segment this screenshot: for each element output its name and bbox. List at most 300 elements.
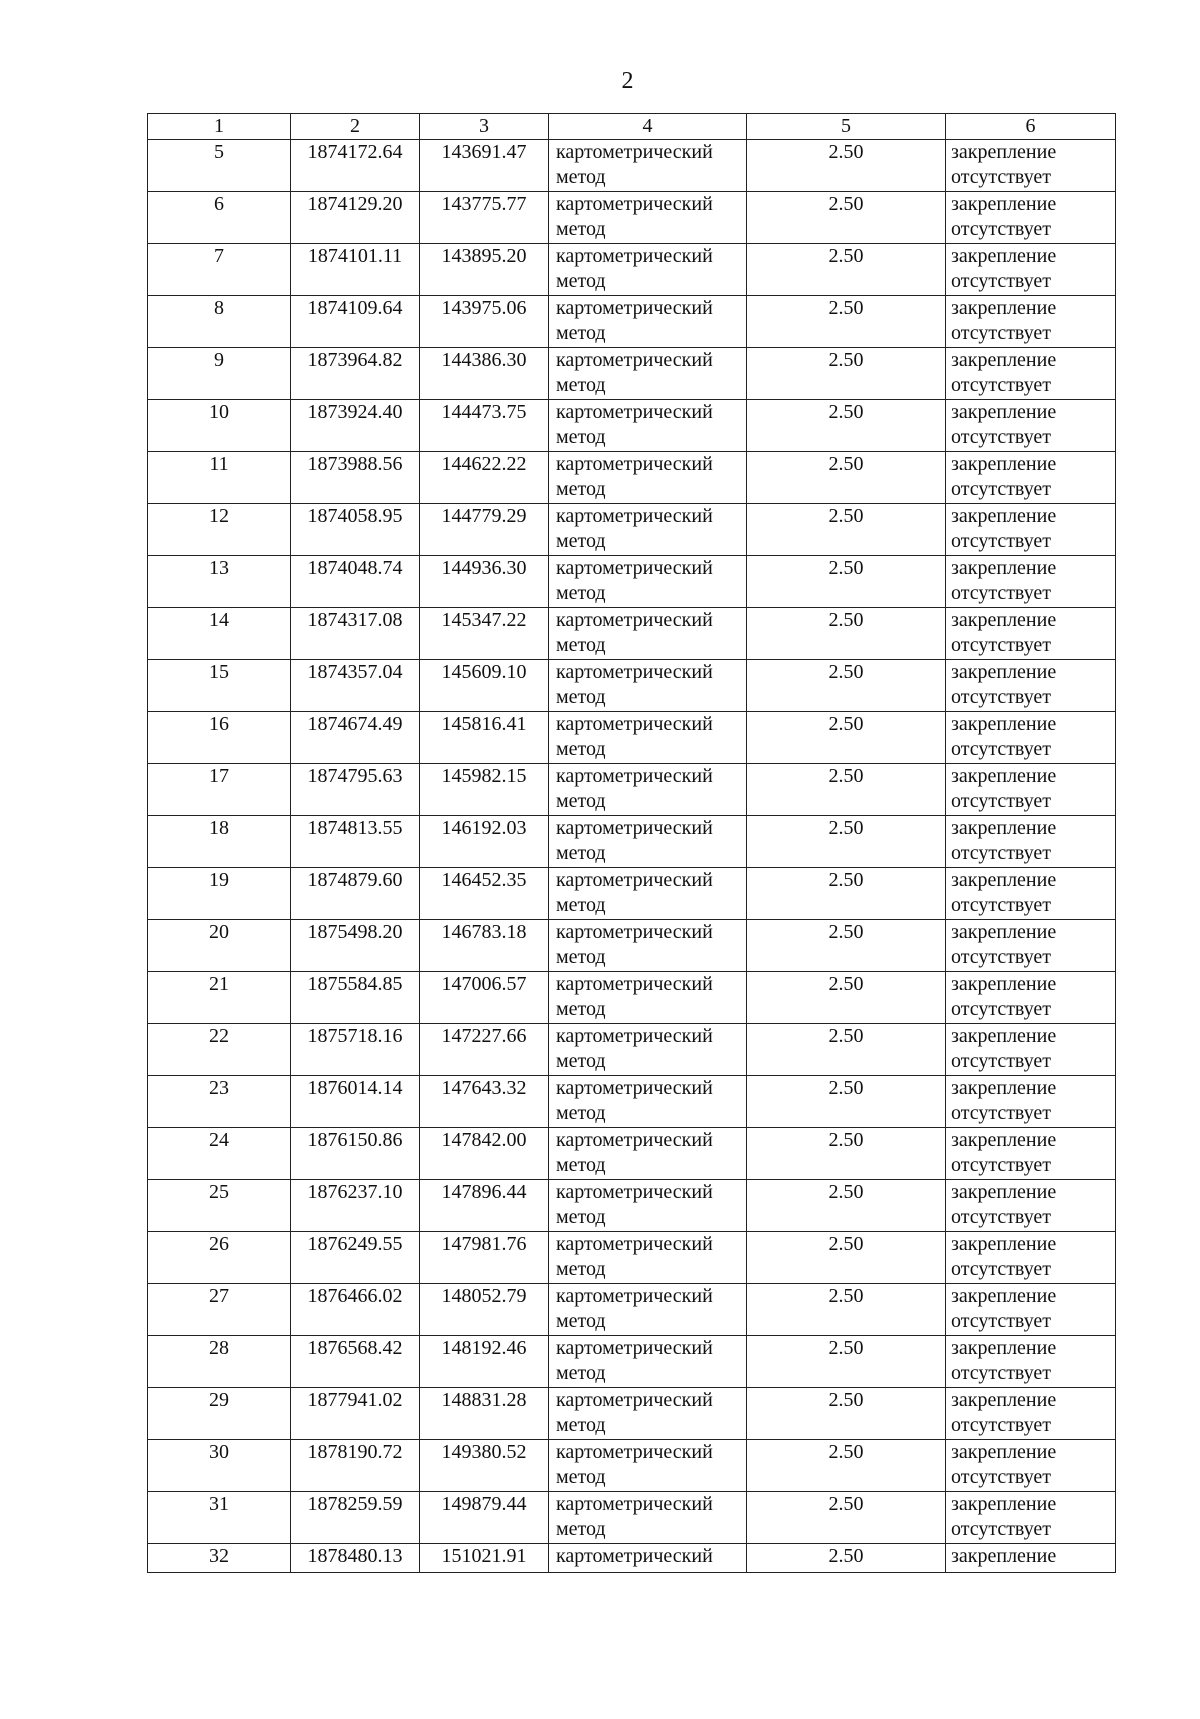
table-row [148, 868, 1116, 920]
header-col-3: 3 [420, 114, 549, 140]
fixation-cell [946, 244, 1116, 296]
point-number-cell [148, 764, 291, 816]
accuracy-cell [747, 712, 946, 764]
point-number-cell [148, 972, 291, 1024]
method-cell [549, 192, 747, 244]
method-cell [549, 972, 747, 1024]
accuracy-text: 2.50 [828, 245, 864, 267]
y-coordinate-text: 147981.76 [441, 1233, 527, 1255]
x-coordinate-cell [291, 1492, 420, 1544]
method-text: метод [556, 1206, 606, 1228]
y-coordinate-text: 143691.47 [441, 141, 527, 163]
x-coordinate-text: 1875584.85 [307, 973, 403, 995]
method-cell [549, 1128, 747, 1180]
fixation-cell [946, 1440, 1116, 1492]
y-coordinate-cell [420, 556, 549, 608]
x-coordinate-text: 1873924.40 [307, 401, 403, 423]
point-number-cell [148, 608, 291, 660]
y-coordinate-cell [420, 1336, 549, 1388]
fixation-cell [946, 1336, 1116, 1388]
y-coordinate-text: 144386.30 [441, 349, 527, 371]
fixation-cell [946, 1284, 1116, 1336]
table-row [148, 1076, 1116, 1128]
fixation-cell [946, 1232, 1116, 1284]
fixation-text: закрепление [951, 349, 1057, 371]
point-number-text: 10 [209, 401, 229, 423]
method-text: метод [556, 634, 606, 656]
method-text: метод [556, 166, 606, 188]
fixation-text: закрепление [951, 245, 1057, 267]
point-number-cell [148, 712, 291, 764]
y-coordinate-text: 147227.66 [441, 1025, 527, 1047]
accuracy-text: 2.50 [828, 1337, 864, 1359]
y-coordinate-cell [420, 868, 549, 920]
y-coordinate-text: 147643.32 [441, 1077, 527, 1099]
method-cell [549, 712, 747, 764]
point-number-text: 17 [209, 765, 229, 787]
table-row [148, 1232, 1116, 1284]
header-col-5: 5 [747, 114, 946, 140]
method-cell [549, 1492, 747, 1544]
fixation-text: отсутствует [951, 1362, 1052, 1384]
fixation-text: закрепление [951, 869, 1057, 891]
y-coordinate-text: 144936.30 [441, 557, 527, 579]
accuracy-text: 2.50 [828, 1233, 864, 1255]
y-coordinate-cell [420, 504, 549, 556]
accuracy-text: 2.50 [828, 1441, 864, 1463]
fixation-text: отсутствует [951, 166, 1052, 188]
point-number-cell [148, 1284, 291, 1336]
y-coordinate-cell [420, 296, 549, 348]
x-coordinate-text: 1873988.56 [307, 453, 403, 475]
y-coordinate-cell [420, 608, 549, 660]
method-cell [549, 556, 747, 608]
y-coordinate-text: 146783.18 [441, 921, 527, 943]
method-cell [549, 1440, 747, 1492]
fixation-cell [946, 504, 1116, 556]
fixation-text: отсутствует [951, 1206, 1052, 1228]
y-coordinate-cell [420, 244, 549, 296]
fixation-text: закрепление [951, 1077, 1057, 1099]
header-col-2: 2 [291, 114, 420, 140]
accuracy-cell [747, 1492, 946, 1544]
accuracy-text: 2.50 [828, 1129, 864, 1151]
point-number-text: 26 [209, 1233, 229, 1255]
accuracy-text: 2.50 [828, 297, 864, 319]
accuracy-text: 2.50 [828, 921, 864, 943]
accuracy-cell [747, 556, 946, 608]
y-coordinate-cell [420, 1492, 549, 1544]
point-number-text: 5 [214, 141, 224, 163]
point-number-cell [148, 1232, 291, 1284]
point-number-cell [148, 296, 291, 348]
accuracy-cell [747, 192, 946, 244]
x-coordinate-text: 1874048.74 [307, 557, 403, 579]
method-text: картометрический [556, 193, 713, 215]
point-number-cell [148, 920, 291, 972]
method-cell [549, 1388, 747, 1440]
x-coordinate-text: 1878259.59 [307, 1493, 403, 1515]
x-coordinate-text: 1874129.20 [307, 193, 403, 215]
table-body [148, 140, 1116, 1573]
y-coordinate-text: 148831.28 [441, 1389, 527, 1411]
point-number-cell [148, 192, 291, 244]
method-text: метод [556, 686, 606, 708]
y-coordinate-text: 145347.22 [441, 609, 527, 631]
y-coordinate-text: 145609.10 [441, 661, 527, 683]
y-coordinate-text: 148052.79 [441, 1285, 527, 1307]
fixation-text: закрепление [951, 505, 1057, 527]
x-coordinate-cell [291, 972, 420, 1024]
fixation-text: отсутствует [951, 738, 1052, 760]
point-number-cell [148, 452, 291, 504]
method-cell [549, 816, 747, 868]
point-number-text: 15 [209, 661, 229, 683]
method-text: метод [556, 426, 606, 448]
accuracy-cell [747, 1440, 946, 1492]
x-coordinate-cell [291, 1284, 420, 1336]
accuracy-cell [747, 1336, 946, 1388]
y-coordinate-text: 144779.29 [441, 505, 527, 527]
method-text: метод [556, 374, 606, 396]
fixation-text: отсутствует [951, 790, 1052, 812]
table-row [148, 712, 1116, 764]
accuracy-cell [747, 1024, 946, 1076]
table-row [148, 400, 1116, 452]
fixation-text: закрепление [951, 1129, 1057, 1151]
point-number-text: 14 [209, 609, 229, 631]
method-text: метод [556, 530, 606, 552]
x-coordinate-text: 1874172.64 [307, 141, 403, 163]
y-coordinate-cell [420, 1128, 549, 1180]
method-cell [549, 244, 747, 296]
accuracy-text: 2.50 [828, 349, 864, 371]
method-text: картометрический [556, 817, 713, 839]
method-text: метод [556, 842, 606, 864]
y-coordinate-cell [420, 348, 549, 400]
fixation-cell [946, 1076, 1116, 1128]
y-coordinate-cell [420, 1284, 549, 1336]
fixation-cell [946, 972, 1116, 1024]
x-coordinate-cell [291, 1128, 420, 1180]
fixation-text: отсутствует [951, 1258, 1052, 1280]
x-coordinate-cell [291, 1388, 420, 1440]
method-text: картометрический [556, 1233, 713, 1255]
fixation-text: отсутствует [951, 1466, 1052, 1488]
y-coordinate-text: 144622.22 [441, 453, 527, 475]
x-coordinate-text: 1878190.72 [307, 1441, 403, 1463]
y-coordinate-cell [420, 1544, 549, 1573]
x-coordinate-text: 1874109.64 [307, 297, 403, 319]
y-coordinate-cell [420, 972, 549, 1024]
y-coordinate-cell [420, 920, 549, 972]
x-coordinate-text: 1876568.42 [307, 1337, 403, 1359]
x-coordinate-text: 1874795.63 [307, 765, 403, 787]
x-coordinate-text: 1875718.16 [307, 1025, 403, 1047]
accuracy-cell [747, 660, 946, 712]
fixation-cell [946, 608, 1116, 660]
point-number-cell [148, 556, 291, 608]
method-cell [549, 660, 747, 712]
point-number-text: 23 [209, 1077, 229, 1099]
x-coordinate-cell [291, 140, 420, 192]
accuracy-cell [747, 400, 946, 452]
accuracy-cell [747, 452, 946, 504]
x-coordinate-cell [291, 816, 420, 868]
accuracy-text: 2.50 [828, 1077, 864, 1099]
x-coordinate-text: 1874058.95 [307, 505, 403, 527]
fixation-text: закрепление [951, 1389, 1057, 1411]
point-number-cell [148, 1128, 291, 1180]
point-number-text: 9 [214, 349, 224, 371]
accuracy-cell [747, 244, 946, 296]
table-row [148, 1024, 1116, 1076]
y-coordinate-text: 145982.15 [441, 765, 527, 787]
accuracy-text: 2.50 [828, 505, 864, 527]
y-coordinate-cell [420, 1024, 549, 1076]
coordinates-table [147, 113, 1116, 1573]
accuracy-cell [747, 816, 946, 868]
method-cell [549, 764, 747, 816]
method-text: картометрический [556, 1493, 713, 1515]
point-number-text: 12 [209, 505, 229, 527]
point-number-text: 7 [214, 245, 224, 267]
accuracy-cell [747, 1544, 946, 1573]
method-text: картометрический [556, 1285, 713, 1307]
x-coordinate-cell [291, 452, 420, 504]
fixation-text: отсутствует [951, 582, 1052, 604]
fixation-text: отсутствует [951, 1102, 1052, 1124]
x-coordinate-cell [291, 1336, 420, 1388]
method-text: метод [556, 1414, 606, 1436]
fixation-cell [946, 400, 1116, 452]
fixation-cell [946, 712, 1116, 764]
method-text: картометрический [556, 557, 713, 579]
point-number-cell [148, 1440, 291, 1492]
table-row [148, 192, 1116, 244]
accuracy-text: 2.50 [828, 1181, 864, 1203]
method-text: метод [556, 1518, 606, 1540]
point-number-text: 18 [209, 817, 229, 839]
table-row [148, 1544, 1116, 1573]
fixation-text: закрепление [951, 1545, 1057, 1567]
x-coordinate-text: 1878480.13 [307, 1545, 403, 1567]
fixation-text: закрепление [951, 1337, 1057, 1359]
x-coordinate-text: 1873964.82 [307, 349, 403, 371]
y-coordinate-text: 143975.06 [441, 297, 527, 319]
method-cell [549, 1232, 747, 1284]
fixation-cell [946, 1024, 1116, 1076]
fixation-text: закрепление [951, 713, 1057, 735]
accuracy-text: 2.50 [828, 1025, 864, 1047]
accuracy-cell [747, 1284, 946, 1336]
fixation-text: закрепление [951, 661, 1057, 683]
fixation-cell [946, 140, 1116, 192]
accuracy-text: 2.50 [828, 1285, 864, 1307]
point-number-text: 31 [209, 1493, 229, 1515]
method-text: картометрический [556, 1545, 713, 1567]
fixation-cell [946, 556, 1116, 608]
accuracy-text: 2.50 [828, 713, 864, 735]
fixation-text: отсутствует [951, 894, 1052, 916]
method-cell [549, 920, 747, 972]
x-coordinate-cell [291, 1544, 420, 1573]
fixation-text: закрепление [951, 973, 1057, 995]
method-text: картометрический [556, 1077, 713, 1099]
header-col-6: 6 [946, 114, 1116, 140]
x-coordinate-cell [291, 920, 420, 972]
point-number-cell [148, 140, 291, 192]
point-number-text: 21 [209, 973, 229, 995]
accuracy-text: 2.50 [828, 193, 864, 215]
fixation-text: отсутствует [951, 322, 1052, 344]
table-row [148, 556, 1116, 608]
y-coordinate-cell [420, 400, 549, 452]
table-row [148, 972, 1116, 1024]
method-cell [549, 1544, 747, 1573]
fixation-cell [946, 660, 1116, 712]
point-number-text: 27 [209, 1285, 229, 1307]
accuracy-cell [747, 972, 946, 1024]
point-number-cell [148, 400, 291, 452]
fixation-text: закрепление [951, 297, 1057, 319]
x-coordinate-cell [291, 1076, 420, 1128]
point-number-cell [148, 1076, 291, 1128]
fixation-cell [946, 296, 1116, 348]
point-number-text: 20 [209, 921, 229, 943]
accuracy-cell [747, 764, 946, 816]
fixation-text: закрепление [951, 557, 1057, 579]
point-number-text: 22 [209, 1025, 229, 1047]
fixation-text: закрепление [951, 817, 1057, 839]
method-text: метод [556, 1154, 606, 1176]
accuracy-text: 2.50 [828, 609, 864, 631]
method-cell [549, 1024, 747, 1076]
fixation-text: отсутствует [951, 686, 1052, 708]
method-text: картометрический [556, 245, 713, 267]
y-coordinate-cell [420, 1388, 549, 1440]
method-text: метод [556, 790, 606, 812]
fixation-text: закрепление [951, 141, 1057, 163]
y-coordinate-cell [420, 1180, 549, 1232]
y-coordinate-text: 146192.03 [441, 817, 527, 839]
y-coordinate-cell [420, 764, 549, 816]
x-coordinate-text: 1874813.55 [307, 817, 403, 839]
table-row [148, 660, 1116, 712]
accuracy-cell [747, 296, 946, 348]
fixation-text: отсутствует [951, 1310, 1052, 1332]
method-cell [549, 1336, 747, 1388]
table-header [148, 114, 1116, 140]
method-cell [549, 608, 747, 660]
fixation-text: закрепление [951, 765, 1057, 787]
method-text: метод [556, 946, 606, 968]
fixation-cell [946, 816, 1116, 868]
header-col-1: 1 [148, 114, 291, 140]
point-number-text: 24 [209, 1129, 229, 1151]
x-coordinate-cell [291, 1232, 420, 1284]
fixation-cell [946, 192, 1116, 244]
x-coordinate-text: 1876150.86 [307, 1129, 403, 1151]
accuracy-cell [747, 608, 946, 660]
fixation-text: отсутствует [951, 478, 1052, 500]
accuracy-text: 2.50 [828, 973, 864, 995]
method-cell [549, 1180, 747, 1232]
fixation-text: отсутствует [951, 270, 1052, 292]
method-text: картометрический [556, 1389, 713, 1411]
x-coordinate-text: 1876237.10 [307, 1181, 403, 1203]
method-text: метод [556, 1466, 606, 1488]
point-number-cell [148, 244, 291, 296]
x-coordinate-text: 1874357.04 [307, 661, 403, 683]
y-coordinate-text: 143895.20 [441, 245, 527, 267]
x-coordinate-cell [291, 400, 420, 452]
point-number-cell [148, 1492, 291, 1544]
point-number-text: 16 [209, 713, 229, 735]
point-number-text: 19 [209, 869, 229, 891]
table-row [148, 764, 1116, 816]
method-text: картометрический [556, 1025, 713, 1047]
method-text: картометрический [556, 297, 713, 319]
fixation-text: отсутствует [951, 1050, 1052, 1072]
method-text: метод [556, 1310, 606, 1332]
table-row [148, 1284, 1116, 1336]
accuracy-cell [747, 504, 946, 556]
method-text: метод [556, 738, 606, 760]
point-number-cell [148, 504, 291, 556]
method-text: метод [556, 582, 606, 604]
point-number-text: 8 [214, 297, 224, 319]
y-coordinate-cell [420, 1440, 549, 1492]
x-coordinate-text: 1874317.08 [307, 609, 403, 631]
x-coordinate-text: 1874674.49 [307, 713, 403, 735]
x-coordinate-cell [291, 1440, 420, 1492]
method-text: метод [556, 322, 606, 344]
method-text: картометрический [556, 921, 713, 943]
fixation-text: закрепление [951, 921, 1057, 943]
accuracy-text: 2.50 [828, 557, 864, 579]
x-coordinate-cell [291, 556, 420, 608]
method-text: метод [556, 478, 606, 500]
y-coordinate-cell [420, 660, 549, 712]
y-coordinate-text: 149380.52 [441, 1441, 527, 1463]
table-row [148, 1336, 1116, 1388]
method-text: метод [556, 218, 606, 240]
table-row [148, 1388, 1116, 1440]
accuracy-text: 2.50 [828, 817, 864, 839]
y-coordinate-text: 143775.77 [441, 193, 527, 215]
table-row [148, 1440, 1116, 1492]
table-row [148, 1180, 1116, 1232]
accuracy-text: 2.50 [828, 453, 864, 475]
method-cell [549, 1284, 747, 1336]
fixation-cell [946, 1128, 1116, 1180]
accuracy-cell [747, 1232, 946, 1284]
method-cell [549, 348, 747, 400]
x-coordinate-text: 1876014.14 [307, 1077, 403, 1099]
point-number-text: 28 [209, 1337, 229, 1359]
accuracy-text: 2.50 [828, 869, 864, 891]
table-row [148, 920, 1116, 972]
y-coordinate-text: 147006.57 [441, 973, 527, 995]
fixation-cell [946, 920, 1116, 972]
point-number-cell [148, 660, 291, 712]
fixation-text: закрепление [951, 1181, 1057, 1203]
point-number-text: 25 [209, 1181, 229, 1203]
fixation-text: закрепление [951, 1441, 1057, 1463]
method-cell [549, 400, 747, 452]
fixation-text: отсутствует [951, 1154, 1052, 1176]
